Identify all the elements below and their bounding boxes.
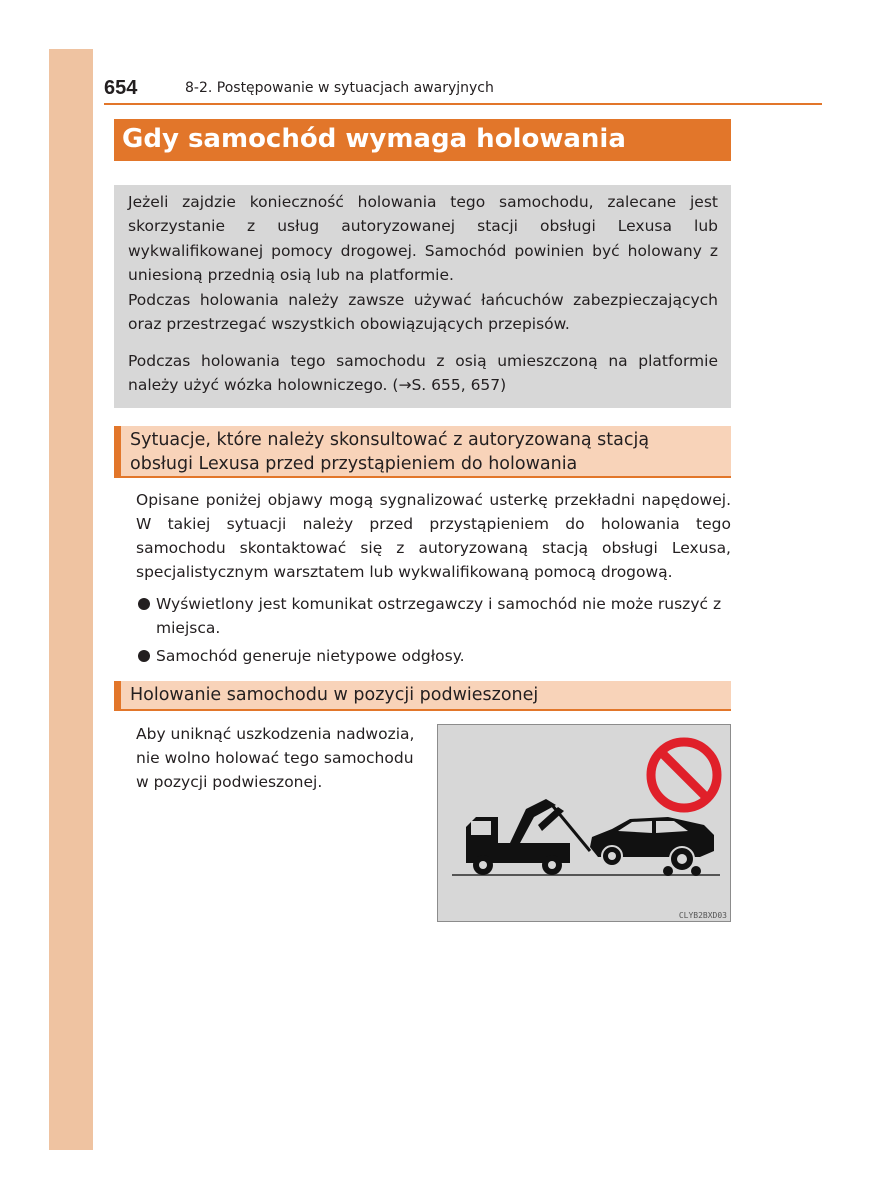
info-box — [114, 185, 731, 408]
section-heading-suspended — [114, 681, 731, 711]
page-title-bar — [114, 119, 731, 161]
section-accent — [114, 681, 121, 709]
bullet-item-1 — [136, 592, 731, 640]
section-2-body: Aby uniknąć uszkodzenia nadwozia, nie wolno holować tego samochodu w pozycji podwieszonej. — [136, 725, 415, 791]
prohibition-icon — [651, 742, 717, 808]
bullet-text-1: Wyświetlony jest komunikat ostrzegawczy i samochód nie może ruszyć z miejsca. — [156, 595, 722, 637]
page-title: Gdy samochód wymaga holowania — [122, 124, 626, 154]
page-number: 654 — [104, 77, 138, 99]
section-heading-text — [130, 428, 649, 476]
section-1-body: Opisane poniżej objawy mogą sygnalizować usterkę przekładni napędowej. W takiej sytuacji należy przed przystąpieniem do holowania tego samochodu skontaktować się z autoryzowaną stacją obsługi Lexusa, specjalistycznym warsztatem lub wykwalifikowaną pomocą drogową. — [136, 491, 731, 581]
tow-truck-icon — [466, 799, 590, 875]
info-paragraph-3: Podczas holowania tego samochodu z osią umieszczoną na platformie należy użyć wózka holowniczego. (→S. 655, 657) — [128, 352, 718, 395]
chapter-side-tab — [49, 49, 93, 1150]
tow-truck-diagram — [438, 725, 730, 921]
page-header — [104, 77, 822, 105]
bullet-text-2: Samochód generuje nietypowe odgłosy. — [156, 647, 465, 665]
bullet-icon — [138, 598, 150, 610]
section-heading-consult — [114, 426, 731, 478]
section-heading-line-2: obsługi Lexusa przed przystąpieniem do holowania — [130, 454, 578, 474]
section-heading-text: Holowanie samochodu w pozycji podwieszonej — [130, 685, 539, 705]
info-paragraph-1: Jeżeli zajdzie konieczność holowania tego samochodu, zalecane jest skorzystanie z usług autoryzowanej stacji obsługi Lexusa lub wykwalifikowanej pomocy drogowej. Samochód powinien być holowany z uniesioną przednią osią lub na platformie. — [128, 193, 718, 285]
figure-code: CLYB2BXD03 — [678, 911, 727, 920]
bullet-icon — [138, 650, 150, 662]
header-divider — [104, 103, 822, 105]
towed-car-icon — [590, 817, 714, 876]
chapter-title: 8-2. Postępowanie w sytuacjach awaryjnych — [185, 80, 494, 96]
section-heading-line-1: Sytuacje, które należy skonsultować z autoryzowaną stacją — [130, 430, 650, 450]
bullet-item-2 — [136, 644, 731, 668]
info-paragraph-2: Podczas holowania należy zawsze używać łańcuchów zabezpieczających oraz przestrzegać wszystkich obowiązujących przepisów. — [128, 291, 718, 334]
towing-illustration — [437, 724, 731, 922]
section-accent — [114, 426, 121, 476]
